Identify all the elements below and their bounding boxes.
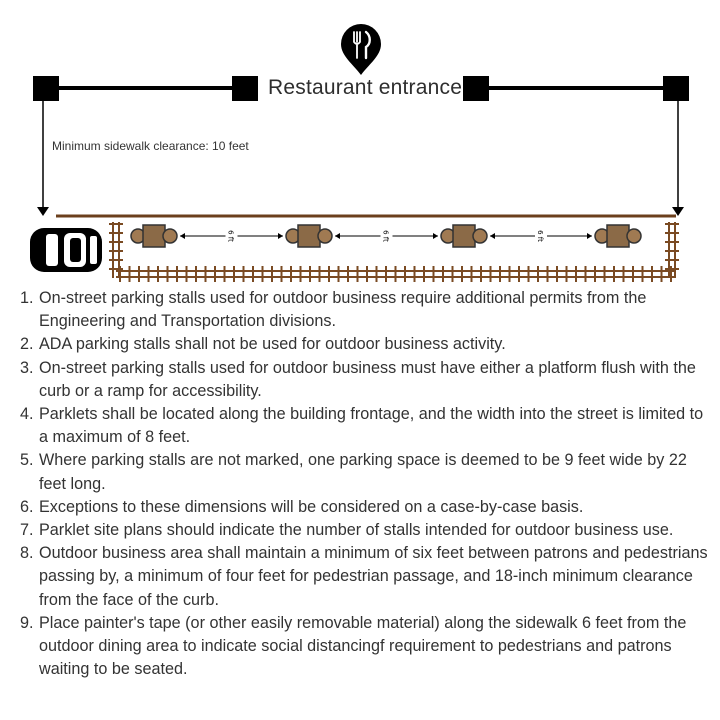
table-icon [607, 225, 629, 247]
rules-list [20, 287, 710, 681]
arrow-right-icon [587, 233, 592, 239]
chair-icon [163, 229, 177, 243]
rule-item [20, 496, 710, 519]
entrance-post-left-inner [232, 76, 258, 101]
arrow-left-icon [490, 233, 495, 239]
rule-item [20, 403, 710, 449]
spacing-label: 6 ft [536, 230, 544, 242]
restaurant-pin-icon [341, 24, 381, 75]
rule-number: 1. [20, 289, 34, 307]
rule-number: 5. [20, 451, 34, 470]
entrance-post-right-outer [663, 76, 689, 101]
sidewalk-clearance-label: Minimum sidewalk clearance: 10 feet [52, 139, 249, 153]
arrow-left-icon [180, 233, 185, 239]
spacing-label: 6 ft [226, 230, 235, 242]
rule-text: Parklet site plans should indicate the number of stalls intended for outdoor business use. [39, 521, 674, 540]
rule-item [20, 519, 710, 542]
table-icon [298, 225, 320, 247]
rule-item [20, 357, 710, 403]
arrow-left-icon [335, 233, 340, 239]
rule-number: 3. [20, 358, 34, 377]
rule-number: 8. [20, 544, 34, 563]
spacing-label: 6 ft [381, 230, 390, 242]
entrance-post-right-inner [463, 76, 489, 101]
site-diagram [0, 0, 720, 290]
rule-item [20, 333, 710, 356]
rule-number: 9. [20, 613, 34, 632]
rule-text: Place painter's tape (or other easily removable material) along the sidewalk 6 feet from the outdoor dining area to indicate social distancingf requirement to pedestrians and patrons waiting to be seated. [39, 613, 687, 679]
entrance-post-left-outer [33, 76, 59, 101]
rule-text: On-street parking stalls used for outdoor business require additional permits from the Engineering and Transportation divisions. [39, 289, 647, 331]
rule-number: 7. [20, 521, 34, 540]
rule-text: Where parking stalls are not marked, one parking space is deemed to be 9 feet wide by 22 feet long. [39, 451, 687, 493]
rule-text: ADA parking stalls shall not be used for outdoor business activity. [39, 335, 506, 354]
rule-text: Parklets shall be located along the building frontage, and the width into the street is limited to a maximum of 8 feet. [39, 405, 704, 447]
rule-item [20, 542, 710, 612]
rule-text: Outdoor business area shall maintain a minimum of six feet between patrons and pedestrians passing by, a minimum of four feet for pedestrian passage, and 18-inch minimum clearance from the face of the curb. [39, 544, 708, 609]
rule-text: On-street parking stalls used for outdoor business must have either a platform flush with the curb or a ramp for accessibility. [39, 358, 696, 400]
rule-item [20, 449, 710, 495]
car-icon [30, 228, 102, 272]
arrow-right-icon [433, 233, 438, 239]
chair-icon [627, 229, 641, 243]
clearance-arrows [37, 101, 684, 216]
rule-number: 2. [20, 335, 34, 354]
arrow-down-icon [37, 207, 49, 216]
rule-number: 4. [20, 405, 34, 424]
parklet-fence [109, 222, 679, 282]
rule-text: Exceptions to these dimensions will be considered on a case-by-case basis. [39, 497, 584, 516]
chair-icon [318, 229, 332, 243]
table-icon [453, 225, 475, 247]
table-icon [143, 225, 165, 247]
arrow-right-icon [278, 233, 283, 239]
rule-item [20, 612, 710, 682]
rule-number: 6. [20, 497, 34, 516]
rule-item [20, 287, 710, 333]
entrance-label: Restaurant entrance [268, 76, 463, 99]
chair-icon [473, 229, 487, 243]
parklet-tables [131, 225, 641, 247]
